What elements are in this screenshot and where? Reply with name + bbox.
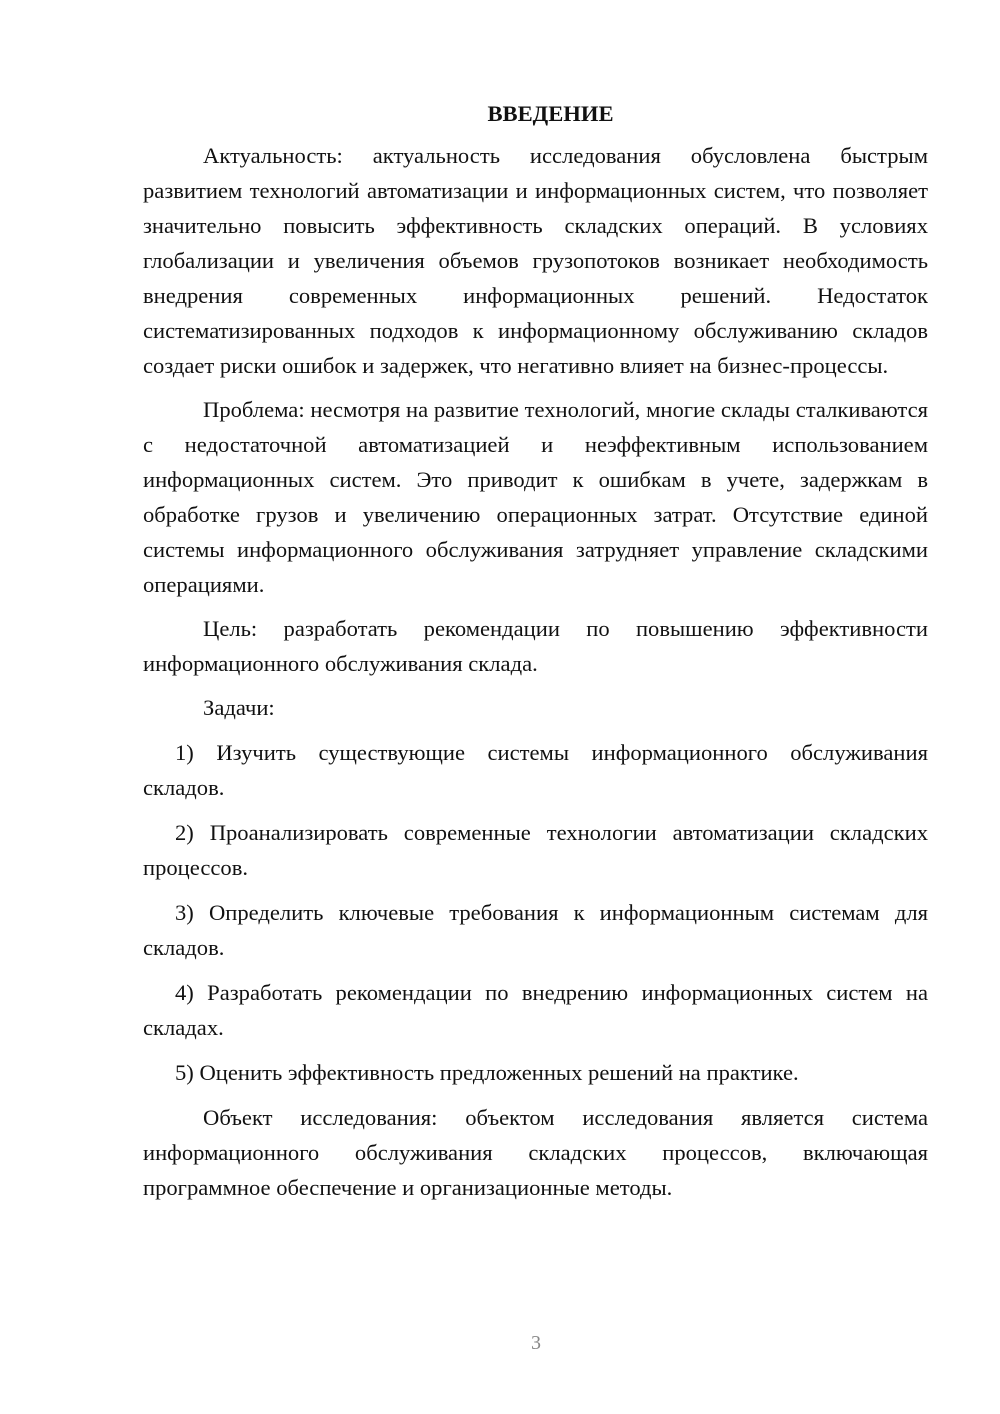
paragraph-problem: Проблема: несмотря на развитие технологий, многие склады сталкиваются с недостаточной автоматизацией и неэффективным использованием информационных систем. Это приводит к ошибкам в учете, задержкам в обработке грузов и увеличению операционных затрат. Отсутствие единой системы информационного обслуживания затрудняет управление складскими операциями. — [143, 397, 928, 597]
document-body — [143, 96, 928, 1214]
section-title: ВВЕДЕНИЕ — [487, 101, 614, 126]
task-item-3: 3) Определить ключевые требования к информационным системам для складов. — [143, 900, 928, 960]
page-number: 3 — [531, 1332, 541, 1354]
task-item-4: 4) Разработать рекомендации по внедрению информационных систем на складах. — [143, 980, 928, 1040]
task-item-1: 1) Изучить существующие системы информационного обслуживания складов. — [143, 740, 928, 800]
tasks-label: Задачи: — [203, 695, 275, 720]
paragraph-goal: Цель: разработать рекомендации по повышению эффективности информационного обслуживания склада. — [143, 616, 928, 676]
task-item-2: 2) Проанализировать современные технологии автоматизации складских процессов. — [143, 820, 928, 880]
paragraph-object: Объект исследования: объектом исследования является система информационного обслуживания складских процессов, включающая программное обеспечение и организационные методы. — [143, 1105, 928, 1200]
task-item-5: 5) Оценить эффективность предложенных решений на практике. — [175, 1060, 799, 1085]
paragraph-relevance: Актуальность: актуальность исследования обусловлена быстрым развитием технологий автоматизации и информационных систем, что позволяет значительно повысить эффективность складских операций. В условиях глобализации и увеличения объемов грузопотоков возникает необходимость внедрения современных информационных решений. Недостаток систематизированных подходов к информационному обслуживанию складов создает риски ошибок и задержек, что негативно влияет на бизнес-процессы. — [143, 143, 928, 378]
